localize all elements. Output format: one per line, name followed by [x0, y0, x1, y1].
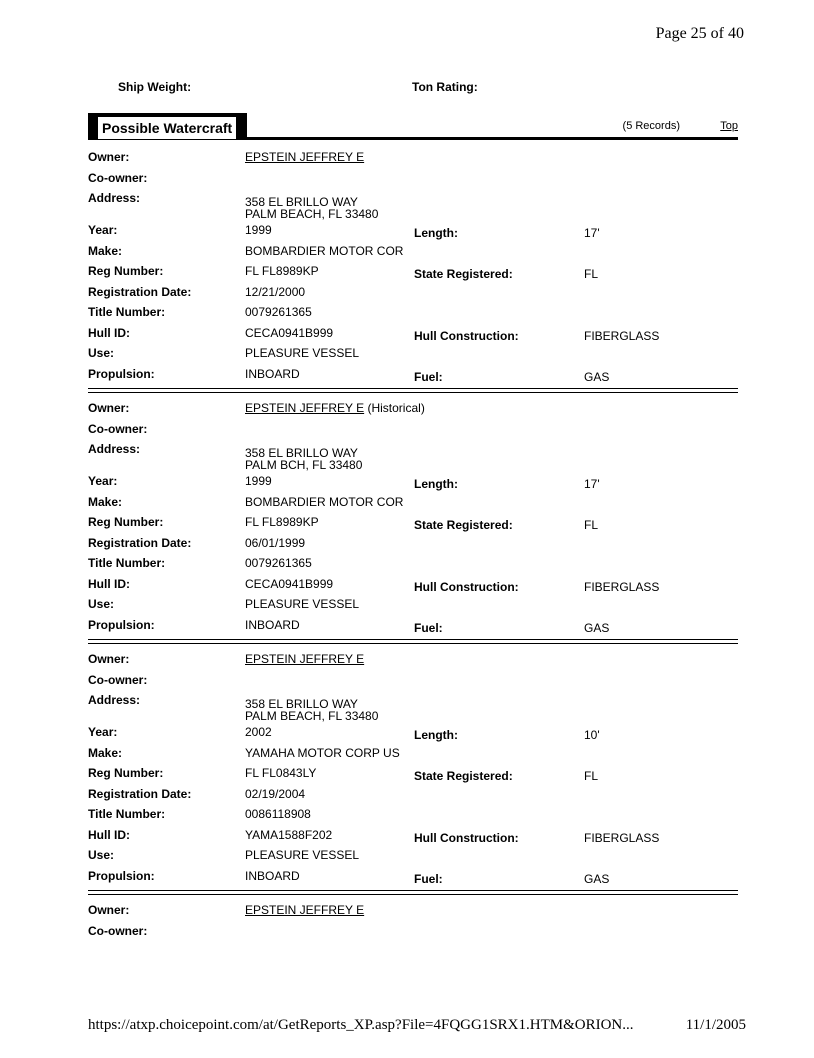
watercraft-record — [88, 648, 738, 895]
address-line1: 358 EL BRILLO WAY — [245, 446, 358, 460]
footer-date: 11/1/2005 — [685, 1017, 746, 1033]
use-label: Use: — [88, 848, 115, 862]
address-label: Address: — [88, 191, 141, 205]
fuel-label: Fuel: — [414, 620, 443, 635]
use-label: Use: — [88, 597, 115, 611]
fuel-label: Fuel: — [414, 871, 443, 886]
hull-id-value: YAMA1588F202 — [245, 827, 333, 842]
use-value: PLEASURE VESSEL — [245, 346, 360, 360]
propulsion-label: Propulsion: — [88, 366, 155, 381]
record-divider — [88, 890, 738, 895]
section-title-box — [88, 113, 247, 140]
make-label: Make: — [88, 243, 123, 258]
length-value: 17' — [584, 226, 600, 240]
ton-rating-label: Ton Rating: — [412, 80, 478, 94]
state-registered-label: State Registered: — [414, 518, 513, 532]
propulsion-value: INBOARD — [245, 617, 300, 632]
hull-construction-label: Hull Construction: — [414, 830, 519, 845]
fuel-value: GAS — [584, 871, 610, 886]
watercraft-record — [88, 899, 738, 940]
year-label: Year: — [88, 474, 118, 488]
owner-label: Owner: — [88, 150, 130, 164]
fuel-value: GAS — [584, 620, 610, 635]
fuel-value: GAS — [584, 369, 610, 384]
owner-value — [245, 150, 364, 164]
footer-url: https://atxp.choicepoint.com/at/GetReports_XP.asp?File=4FQGG1SRX1.HTM&ORION... — [88, 1017, 634, 1033]
length-label: Length: — [414, 477, 458, 491]
registration-date-label: Registration Date: — [88, 786, 192, 801]
records-count: (5 Records) — [622, 120, 680, 132]
hull-construction-label: Hull Construction: — [414, 579, 519, 594]
hull-construction-value: FIBERGLASS — [584, 328, 660, 343]
section-title: Possible Watercraft — [98, 117, 236, 139]
registration-date-label: Registration Date: — [88, 284, 192, 299]
title-number-value: 0079261365 — [245, 305, 312, 319]
owner-note: (Historical) — [364, 401, 425, 415]
title-number-label: Title Number: — [88, 556, 166, 570]
propulsion-label: Propulsion: — [88, 617, 155, 632]
length-label: Length: — [414, 728, 458, 742]
owner-label: Owner: — [88, 401, 130, 415]
length-label: Length: — [414, 226, 458, 240]
state-registered-value: FL — [584, 518, 599, 532]
make-value: BOMBARDIER MOTOR COR — [245, 494, 404, 509]
owner-link[interactable]: EPSTEIN JEFFREY E — [245, 652, 365, 666]
use-value: PLEASURE VESSEL — [245, 597, 360, 611]
reg-number-value: FL FL8989KP — [245, 515, 319, 529]
address-line2: PALM BCH, FL 33480 — [245, 458, 363, 472]
owner-value — [245, 903, 364, 917]
year-value: 1999 — [245, 474, 272, 488]
owner-link[interactable]: EPSTEIN JEFFREY E — [245, 401, 365, 415]
propulsion-label: Propulsion: — [88, 868, 155, 883]
length-value: 17' — [584, 477, 600, 491]
owner-label: Owner: — [88, 903, 130, 917]
owner-value — [245, 401, 425, 415]
address-line1: 358 EL BRILLO WAY — [245, 697, 358, 711]
address-line2: PALM BEACH, FL 33480 — [245, 709, 379, 723]
year-label: Year: — [88, 725, 118, 739]
hull-id-label: Hull ID: — [88, 576, 130, 591]
record-divider — [88, 639, 738, 644]
reg-number-label: Reg Number: — [88, 264, 164, 278]
hull-construction-value: FIBERGLASS — [584, 830, 660, 845]
year-label: Year: — [88, 223, 118, 237]
make-label: Make: — [88, 494, 123, 509]
owner-label: Owner: — [88, 652, 130, 666]
address-value — [245, 447, 362, 471]
address-label: Address: — [88, 442, 141, 456]
record-divider — [88, 388, 738, 393]
length-value: 10' — [584, 728, 600, 742]
reg-number-value: FL FL0843LY — [245, 766, 317, 780]
use-value: PLEASURE VESSEL — [245, 848, 360, 862]
make-label: Make: — [88, 745, 123, 760]
hull-id-label: Hull ID: — [88, 325, 130, 340]
make-value: YAMAHA MOTOR CORP US — [245, 745, 400, 760]
year-value: 2002 — [245, 725, 272, 739]
reg-number-value: FL FL8989KP — [245, 264, 319, 278]
registration-date-value: 06/01/1999 — [245, 535, 306, 550]
propulsion-value: INBOARD — [245, 868, 300, 883]
owner-value — [245, 652, 364, 666]
watercraft-record — [88, 146, 738, 393]
coowner-label: Co-owner: — [88, 923, 148, 938]
section-rule — [243, 137, 738, 140]
owner-link[interactable]: EPSTEIN JEFFREY E — [245, 903, 365, 917]
address-value — [245, 698, 378, 722]
hull-id-value: CECA0941B999 — [245, 576, 334, 591]
address-value — [245, 196, 378, 220]
address-label: Address: — [88, 693, 141, 707]
hull-construction-value: FIBERGLASS — [584, 579, 660, 594]
state-registered-value: FL — [584, 769, 599, 783]
address-line1: 358 EL BRILLO WAY — [245, 195, 358, 209]
owner-link[interactable]: EPSTEIN JEFFREY E — [245, 150, 365, 164]
watercraft-record — [88, 397, 738, 644]
title-number-label: Title Number: — [88, 305, 166, 319]
title-number-value: 0086118908 — [245, 807, 311, 821]
registration-date-label: Registration Date: — [88, 535, 192, 550]
title-number-value: 0079261365 — [245, 556, 312, 570]
use-label: Use: — [88, 346, 115, 360]
coowner-label: Co-owner: — [88, 421, 148, 436]
reg-number-label: Reg Number: — [88, 766, 164, 780]
state-registered-label: State Registered: — [414, 769, 513, 783]
title-number-label: Title Number: — [88, 807, 166, 821]
hull-id-value: CECA0941B999 — [245, 325, 334, 340]
year-value: 1999 — [245, 223, 272, 237]
section-header — [88, 113, 738, 145]
records-list — [88, 146, 738, 940]
ship-weight-label: Ship Weight: — [118, 80, 192, 94]
top-link[interactable]: Top — [720, 120, 738, 132]
page-number: Page 25 of 40 — [655, 25, 744, 42]
reg-number-label: Reg Number: — [88, 515, 164, 529]
address-line2: PALM BEACH, FL 33480 — [245, 207, 379, 221]
registration-date-value: 12/21/2000 — [245, 284, 306, 299]
hull-construction-label: Hull Construction: — [414, 328, 519, 343]
make-value: BOMBARDIER MOTOR COR — [245, 243, 404, 258]
propulsion-value: INBOARD — [245, 366, 300, 381]
state-registered-label: State Registered: — [414, 267, 513, 281]
state-registered-value: FL — [584, 267, 599, 281]
coowner-label: Co-owner: — [88, 170, 148, 185]
coowner-label: Co-owner: — [88, 672, 148, 687]
registration-date-value: 02/19/2004 — [245, 786, 306, 801]
fuel-label: Fuel: — [414, 369, 443, 384]
hull-id-label: Hull ID: — [88, 827, 130, 842]
